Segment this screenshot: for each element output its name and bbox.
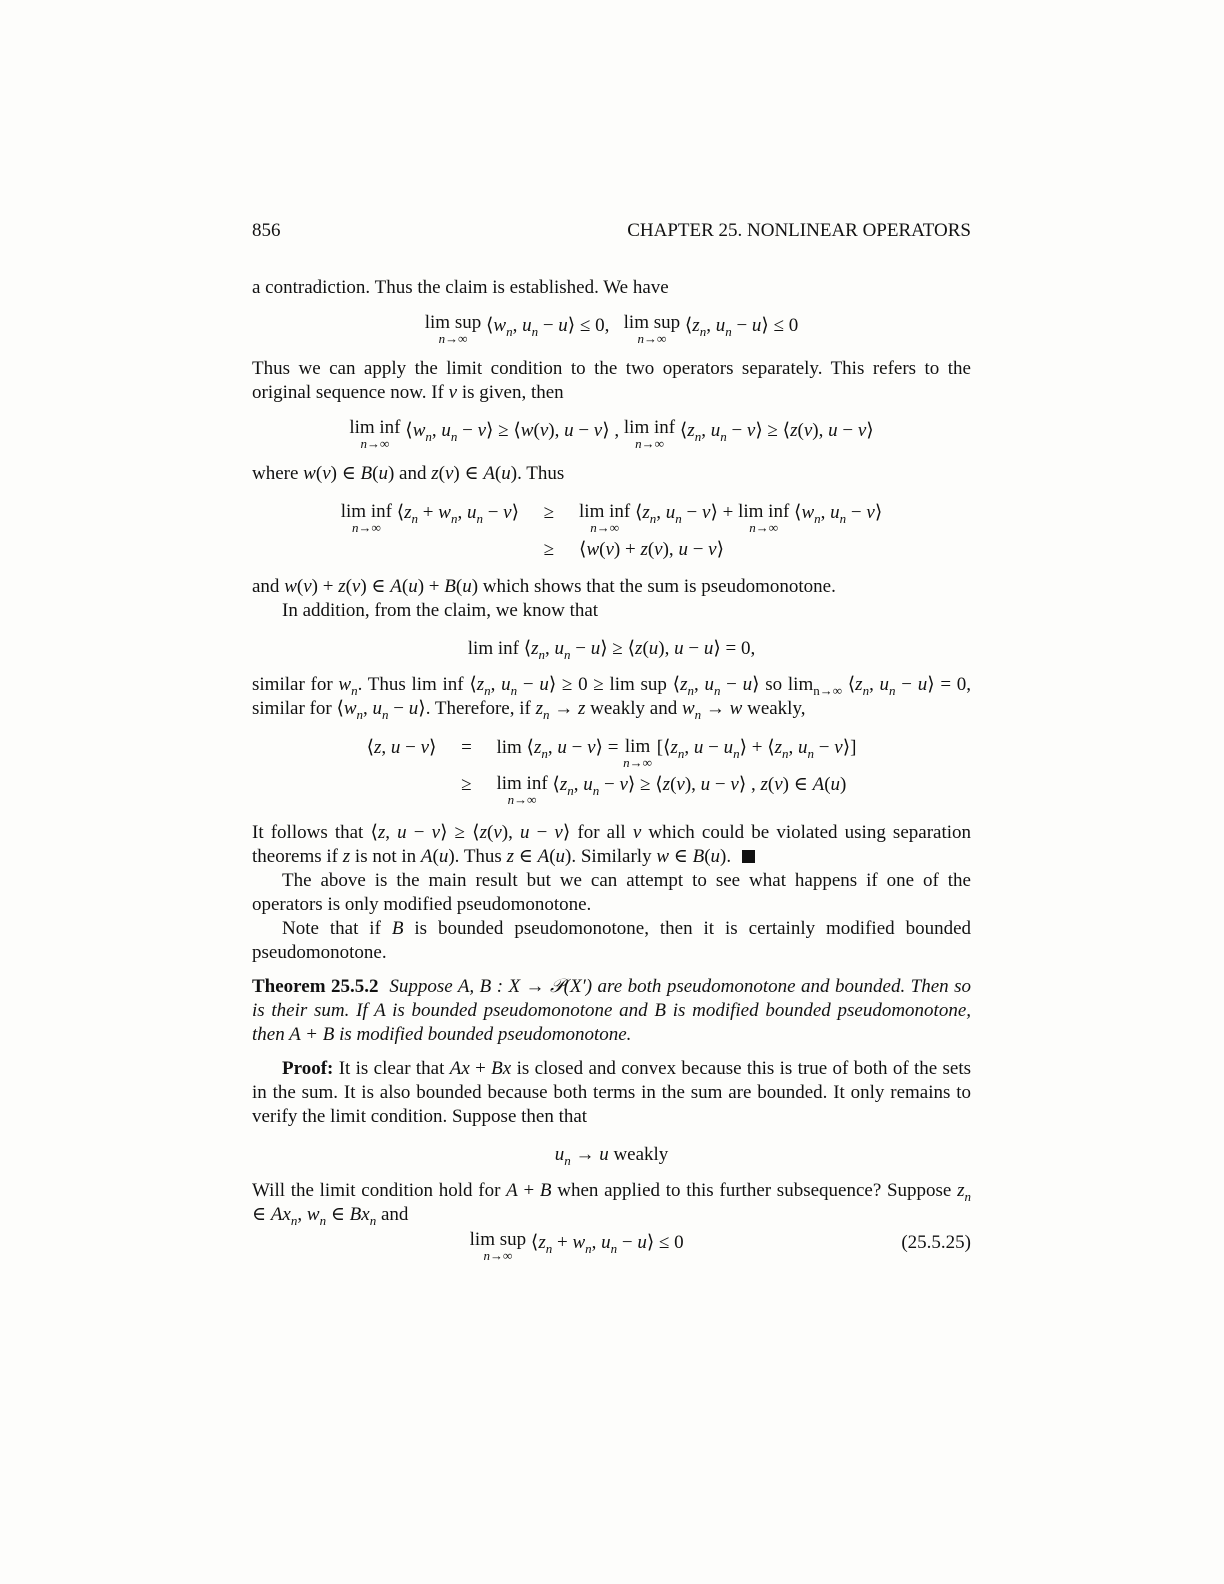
paragraph: where w(v) ∈ B(u) and z(v) ∈ A(u). Thus [252, 463, 565, 484]
theorem: Theorem 25.5.2 Suppose A, B : X → 𝒫(X′) are both pseudomonotone and bounded. Then so is their sum. If A is bounded pseudomonotone and B is modified bounded pseudomonotone, then A + B is modified bounded pseudomonotone. [252, 976, 972, 1045]
paragraph: and w(v) + z(v) ∈ A(u) + B(u) which shows that the sum is pseudomonotone. [252, 576, 836, 597]
running-header [252, 220, 971, 246]
page-body [252, 276, 971, 1274]
paragraph: a contradiction. Thus the claim is established. We have [252, 277, 669, 298]
paragraph: The above is the main result but we can attempt to see what happens if one of the operators is only modified pseudomonotone. [252, 870, 971, 915]
paragraph: It follows that ⟨z, u − v⟩ ≥ ⟨z(v), u − v⟩ for all v which could be violated using separation theorems if z is not in A(u). Thus z ∈ A(u). Similarly w ∈ B(u). [252, 822, 972, 867]
paragraph: similar for $w_n$. Thus lim inf $⟨z_n$, $u_n$ − u⟩ ≥ 0 ≥ lim sup $⟨z_n$, $u_n$ − u⟩ so $\lim_{n\to\infty}$ $⟨z_n$, $u_n$ − u⟩ = 0, similar for $⟨w_n$, $u_n$ − u⟩. Therefore, if $z_n \to z$ weakly and $w_n \to w$ weakly, [252, 674, 972, 722]
page-number: 856 [252, 220, 281, 241]
proof-label: Proof: [282, 1058, 334, 1079]
chapter-title: CHAPTER 25. NONLINEAR OPERATORS [627, 220, 971, 241]
paragraph: In addition, from the claim, we know that [282, 600, 599, 621]
equation-limsup: lim sup n→∞ $⟨w_n$, $u_n$ − u⟩ ≤ 0, lim sup n→∞ $⟨z_n$, $u_n$ − u⟩ ≤ 0 [424, 312, 799, 346]
equation-liminf-zero: lim inf $⟨z_n$, $u_n$ − u⟩ ≥ ⟨z(u), u − u⟩ = 0, [467, 638, 756, 662]
paragraph: Note that if B is bounded pseudomonotone, then it is certainly modified bounded pseudomonotone. [252, 918, 971, 963]
equation-25-5-25: (25.5.25) lim sup n→∞ $⟨z_n + w_n$, $u_n$ − u⟩ ≤ 0 [469, 1229, 971, 1263]
paragraph: Will the limit condition hold for A + B when applied to this further subsequence? Suppose $z_n$ ∈ $Ax_n$, $w_n$ ∈ $Bx_n$ and [252, 1180, 971, 1228]
equation-number: (25.5.25) [901, 1232, 971, 1253]
paragraph: Thus we can apply the limit condition to the two operators separately. This refers to the original sequence now. If v is given, then [252, 358, 971, 403]
equation-liminf-pair: lim inf n→∞ $⟨w_n$, $u_n$ − v⟩ ≥ ⟨w(v), u − v⟩ , lim inf n→∞ $⟨z_n$, $u_n$ − v⟩ ≥ ⟨z(v), u − v⟩ [349, 417, 874, 451]
equation-weak-convergence: $u_n \to u$ weakly [554, 1144, 669, 1168]
equation-weak-limit-aligned: ⟨z, u − v⟩ = $\lim ⟨z_n$, u − v⟩ = lim n→∞ [$⟨z_n$, $u - u_n⟩$ + $⟨z_n$, $u_n$ − v⟩] ≥ lim inf n→∞ $⟨z_n$, $u_n$ − v⟩ ≥ ⟨z(v), u − v⟩ , z(v) ∈ A(u) [366, 736, 857, 807]
theorem-label: Theorem 25.5.2 [252, 976, 379, 997]
equation-sum-aligned: lim inf n→∞ $⟨z_n + w_n$, $u_n$ − v⟩ ≥ lim inf n→∞ $⟨z_n$, $u_n$ − v⟩ + lim inf n→∞ $⟨w_n$, $u_n$ − v⟩ ≥ ⟨w(v) + z(v), u − v⟩ [340, 501, 883, 560]
proof: Proof: It is clear that Ax + Bx is closed and convex because this is true of both of the sets in the sum. It is also bounded because both terms in the sum are bounded. It only remains to verify the limit condition. Suppose then that [252, 1058, 972, 1127]
qed-symbol [742, 850, 755, 863]
